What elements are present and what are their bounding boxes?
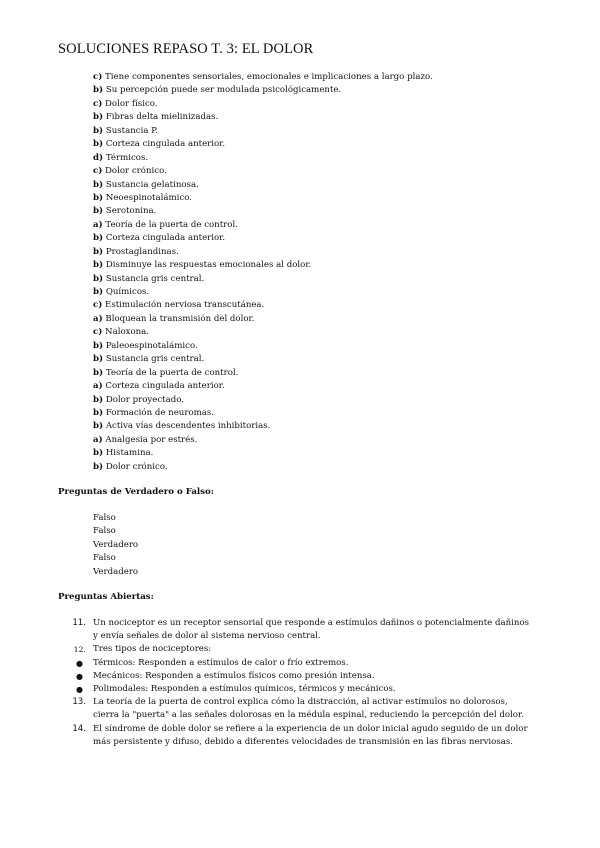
answer-description: Sustancia P.: [105, 125, 158, 136]
answer-letter: b): [93, 367, 104, 378]
answer-description: Sustancia gelatinosa.: [105, 179, 199, 190]
answer-letter: b): [93, 192, 104, 203]
answer-description: Dolor proyectado.: [105, 394, 185, 405]
answer-text: [93, 71, 433, 84]
answer-description: Sustancia gris central.: [105, 273, 205, 284]
answer-letter: b): [93, 125, 104, 136]
answer-description: Disminuye las respuestas emocionales al dolor.: [105, 260, 312, 271]
open-answer-number: 11.: [72, 618, 86, 628]
answer-letter: c): [93, 166, 103, 177]
answer-description: Teoría de la puerta de control.: [105, 367, 239, 378]
answer-text: [93, 353, 204, 366]
answer-letter: a): [93, 219, 103, 230]
answer-letter: b): [93, 112, 104, 123]
true-false-answer: Falso: [93, 553, 116, 564]
answer-letter: a): [93, 434, 103, 445]
answer-description: Paleoespinotalámico.: [105, 340, 198, 351]
bullet-icon: ●: [76, 658, 83, 668]
open-answer-item: [0, 643, 600, 656]
answer-letter: b): [93, 206, 104, 217]
answer-text: [93, 219, 238, 232]
answer-description: Activa vías descendentes inhibitorias.: [105, 421, 271, 432]
open-answer-item: [0, 683, 600, 696]
answer-description: Bloquean la transmisión del dolor.: [105, 313, 255, 324]
answer-text: [93, 98, 158, 111]
open-answer-text: La teoría de la puerta de control explica cómo la distracción, al activar estímulos no dolorosos, cierra la "puerta" a las señales dolorosas en la médula espinal, reduciendo la percepción del dolor.: [93, 697, 524, 721]
open-answer-text: Térmicos: Responden a estímulos de calor o frío extremos.: [93, 657, 349, 668]
open-answer-item: [0, 670, 600, 683]
answer-text: [93, 179, 199, 192]
answer-letter: b): [93, 448, 104, 459]
answer-description: Corteza cingulada anterior.: [105, 381, 225, 392]
answer-description: Naloxona.: [105, 327, 150, 338]
page-title: SOLUCIONES REPASO T. 3: EL DOLOR: [58, 41, 314, 57]
answer-letter: b): [93, 179, 104, 190]
answer-description: Dolor crónico.: [105, 461, 168, 472]
answer-description: Analgesia por estrés.: [105, 434, 198, 445]
answer-text: [93, 246, 179, 259]
answer-letter: c): [93, 98, 103, 109]
answer-text: [93, 165, 167, 178]
answer-text: [93, 299, 264, 312]
open-answer-item: [0, 657, 600, 670]
true-false-answer: Verdadero: [93, 566, 139, 577]
answer-letter: c): [93, 72, 103, 82]
open-questions-answer-list: [0, 617, 600, 749]
answer-text: [93, 326, 149, 339]
answer-description: Dolor crónico.: [105, 166, 167, 177]
open-answer-number: 14.: [72, 723, 86, 734]
answer-text: [93, 111, 218, 124]
answer-description: Neoespinotalámico.: [105, 192, 192, 203]
answer-letter: b): [93, 273, 104, 284]
answer-description: Tiene componentes sensoriales, emocionales e implicaciones a largo plazo.: [105, 72, 433, 82]
answer-description: Serotonina.: [105, 206, 157, 217]
answer-letter: b): [93, 85, 104, 96]
open-answer-item: [0, 696, 600, 722]
answer-text: [93, 420, 270, 433]
answer-letter: c): [93, 300, 103, 311]
true-false-answer: Falso: [93, 526, 116, 537]
open-answer-text: El síndrome de doble dolor se refiere a la experiencia de un dolor inicial agudo seguido de un dolor más persistente y difuso, debido a diferentes velocidades de transmisión en las fibras nerviosas.: [93, 723, 528, 747]
answer-description: Térmicos.: [105, 152, 149, 163]
answer-letter: b): [93, 287, 104, 297]
answer-text: [93, 447, 153, 460]
answer-text: [93, 259, 311, 272]
answer-text: [93, 367, 238, 380]
open-answer-text: Polimodales: Responden a estímulos químicos, térmicos y mecánicos.: [93, 684, 396, 695]
answer-letter: b): [93, 139, 104, 150]
answer-text: [93, 286, 149, 299]
answer-text: [93, 125, 158, 138]
open-answer-number: 13.: [72, 697, 86, 708]
true-false-heading: Preguntas de Verdadero o Falso:: [58, 487, 214, 497]
answer-letter: b): [93, 260, 104, 271]
answer-description: Sustancia gris central.: [105, 354, 205, 365]
answer-description: Histamina.: [105, 448, 154, 459]
answer-letter: b): [93, 407, 104, 418]
open-answer-text: Mecánicos: Responden a estímulos físicos como presión intensa.: [93, 670, 375, 681]
answer-description: Teoría de la puerta de control.: [105, 219, 238, 230]
answer-text: [93, 340, 198, 353]
answer-text: [93, 152, 148, 165]
answer-description: Prostaglandinas.: [105, 246, 179, 257]
answer-letter: c): [93, 327, 103, 338]
bullet-icon: ●: [76, 671, 83, 681]
answer-text: [93, 461, 168, 474]
answer-description: Corteza cingulada anterior.: [105, 139, 226, 150]
answer-letter: a): [93, 381, 103, 392]
answer-text: [93, 138, 225, 151]
answer-description: Fibras delta mielinizadas.: [105, 112, 219, 123]
answer-letter: d): [93, 152, 104, 163]
answer-letter: b): [93, 233, 104, 244]
open-answer-number: 12.: [73, 645, 86, 655]
answer-text: [93, 434, 197, 447]
answer-description: Su percepción puede ser modulada psicológicamente.: [105, 85, 342, 96]
answer-text: [93, 313, 254, 326]
answer-letter: b): [93, 394, 104, 405]
answer-description: Formación de neuromas.: [105, 407, 215, 418]
open-answer-text: Un nociceptor es un receptor sensorial que responde a estímulos dañinos o potencialmente dañinos y envía señales de dolor al sistema nervioso central.: [93, 618, 530, 642]
answer-letter: b): [93, 461, 104, 472]
answer-letter: b): [93, 354, 104, 365]
answer-letter: b): [93, 246, 104, 257]
answer-letter: a): [93, 313, 103, 324]
answer-letter: b): [93, 340, 104, 351]
open-answer-item: [0, 617, 600, 643]
open-questions-heading: Preguntas Abiertas:: [58, 592, 154, 602]
answer-text: [93, 407, 214, 420]
answer-description: Corteza cingulada anterior.: [105, 233, 226, 244]
true-false-answer: Falso: [93, 513, 116, 523]
true-false-answer: Verdadero: [93, 539, 139, 550]
answer-text: [93, 394, 184, 407]
answer-letter: b): [93, 421, 104, 432]
open-answer-item: [0, 723, 600, 749]
answer-text: [93, 205, 156, 218]
answer-text: [93, 273, 204, 286]
answer-description: Químicos.: [105, 287, 150, 297]
answer-description: Dolor físico.: [105, 98, 158, 109]
answer-text: [93, 84, 341, 97]
answer-text: [93, 192, 192, 205]
answer-text: [93, 232, 225, 245]
bullet-icon: ●: [76, 685, 83, 695]
answer-description: Estimulación nerviosa transcutánea.: [105, 300, 265, 311]
open-answer-text: Tres tipos de nociceptores:: [93, 644, 212, 655]
answer-text: [93, 380, 225, 393]
